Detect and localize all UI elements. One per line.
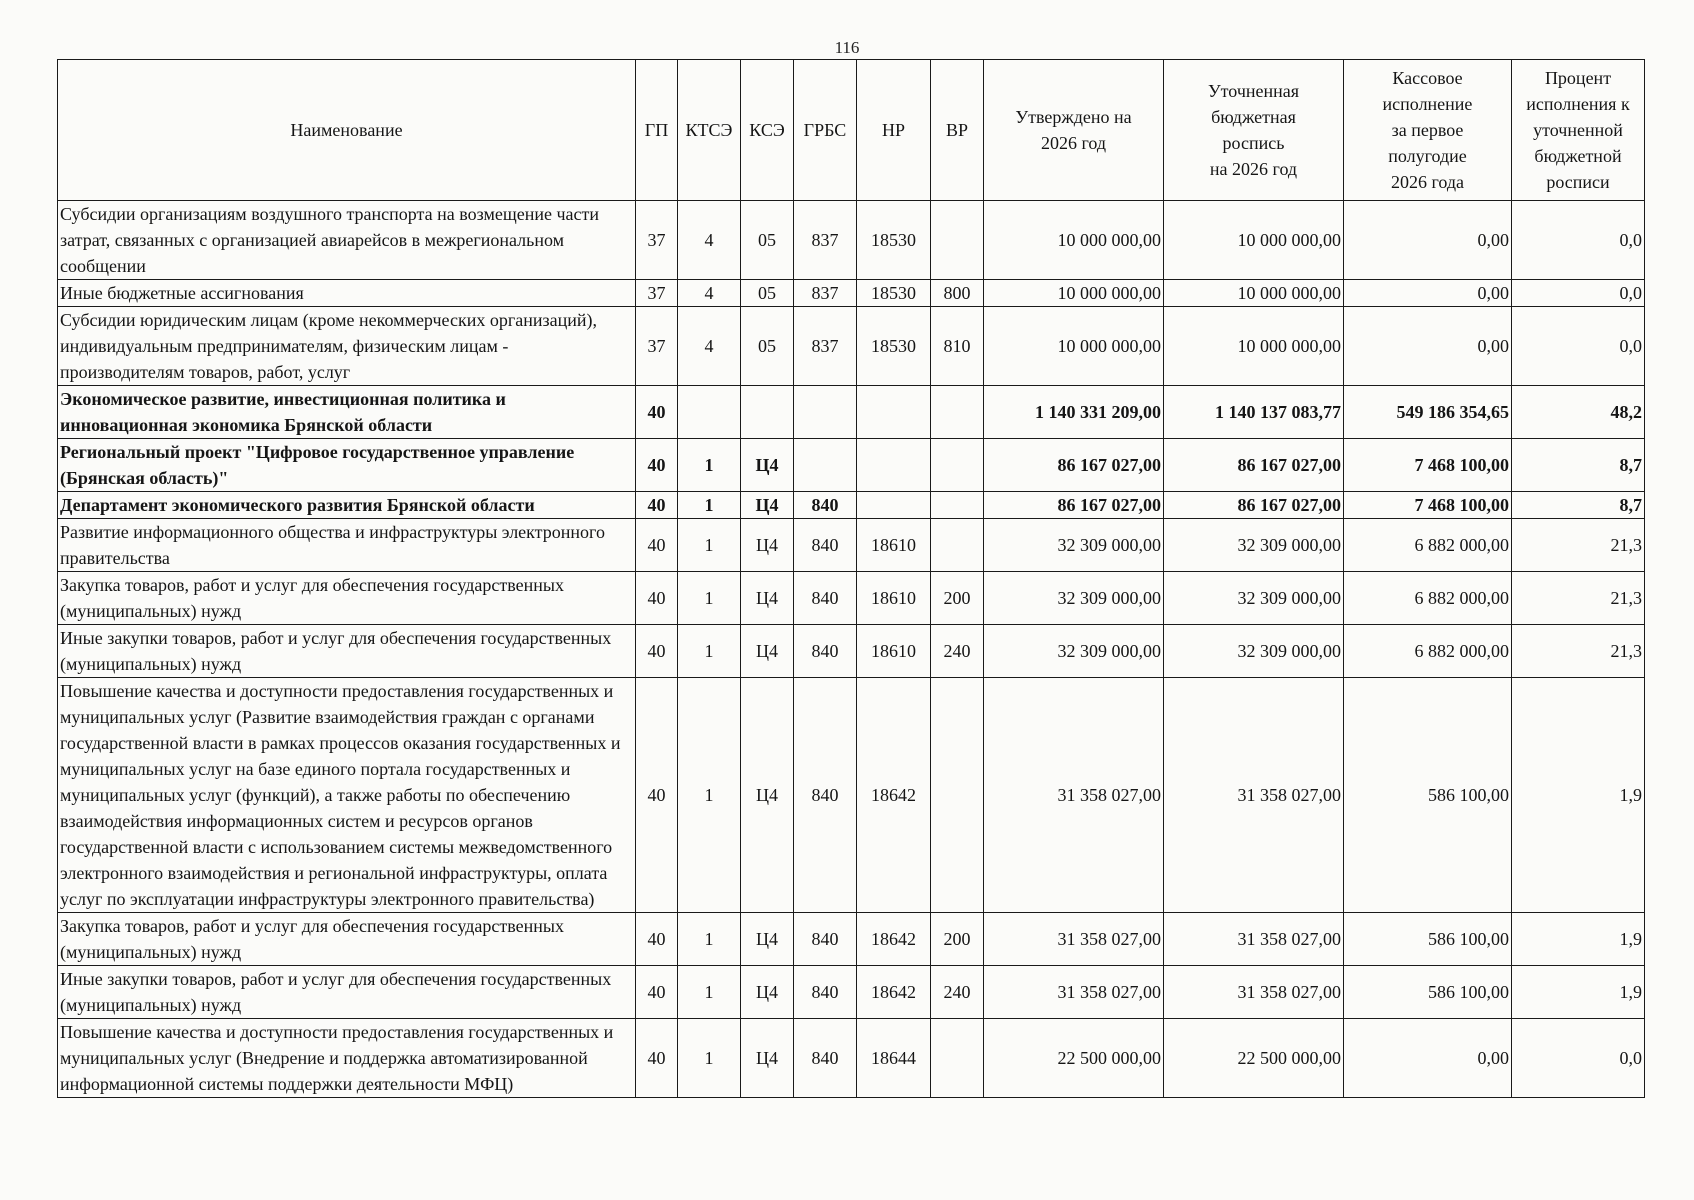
header-gp: ГП bbox=[636, 60, 678, 201]
header-percent-line: росписи bbox=[1546, 172, 1610, 192]
row-refined: 31 358 027,00 bbox=[1164, 678, 1344, 913]
row-percent: 0,0 bbox=[1512, 307, 1645, 386]
row-name: Экономическое развитие, инвестиционная политика и инновационная экономика Брянской области bbox=[58, 386, 636, 439]
header-cash-line: 2026 года bbox=[1390, 172, 1465, 192]
row-nr: 18610 bbox=[857, 572, 931, 625]
row-nr: 18530 bbox=[857, 280, 931, 307]
row-approved: 86 167 027,00 bbox=[984, 439, 1164, 492]
table-row bbox=[58, 913, 1645, 966]
row-kse: Ц4 bbox=[741, 439, 794, 492]
header-cash bbox=[1344, 60, 1512, 201]
row-cash: 549 186 354,65 bbox=[1344, 386, 1512, 439]
row-ktse: 4 bbox=[678, 307, 741, 386]
header-approved-line: 2026 год bbox=[1040, 133, 1107, 153]
row-refined: 31 358 027,00 bbox=[1164, 913, 1344, 966]
row-kse: Ц4 bbox=[741, 966, 794, 1019]
row-kse: 05 bbox=[741, 201, 794, 280]
row-approved: 10 000 000,00 bbox=[984, 307, 1164, 386]
row-name: Иные закупки товаров, работ и услуг для обеспечения государственных (муниципальных) нужд bbox=[58, 966, 636, 1019]
row-nr: 18530 bbox=[857, 307, 931, 386]
row-grbs: 837 bbox=[794, 201, 857, 280]
row-ktse: 1 bbox=[678, 439, 741, 492]
table-header-row bbox=[58, 60, 1645, 201]
row-kse: 05 bbox=[741, 280, 794, 307]
row-ktse bbox=[678, 386, 741, 439]
row-gp: 37 bbox=[636, 201, 678, 280]
header-refined-line: роспись bbox=[1222, 133, 1285, 153]
row-grbs bbox=[794, 386, 857, 439]
row-refined: 86 167 027,00 bbox=[1164, 439, 1344, 492]
row-ktse: 1 bbox=[678, 572, 741, 625]
row-percent: 1,9 bbox=[1512, 913, 1645, 966]
row-nr: 18642 bbox=[857, 913, 931, 966]
row-vr bbox=[931, 1019, 984, 1098]
row-name: Региональный проект "Цифровое государственное управление (Брянская область)" bbox=[58, 439, 636, 492]
table-row bbox=[58, 439, 1645, 492]
row-vr: 200 bbox=[931, 913, 984, 966]
row-nr: 18610 bbox=[857, 519, 931, 572]
row-cash: 586 100,00 bbox=[1344, 913, 1512, 966]
row-gp: 40 bbox=[636, 913, 678, 966]
row-kse: Ц4 bbox=[741, 913, 794, 966]
table-row bbox=[58, 1019, 1645, 1098]
row-percent: 0,0 bbox=[1512, 1019, 1645, 1098]
row-vr: 810 bbox=[931, 307, 984, 386]
header-cash-line: за первое bbox=[1391, 120, 1464, 140]
row-approved: 22 500 000,00 bbox=[984, 1019, 1164, 1098]
row-cash: 0,00 bbox=[1344, 280, 1512, 307]
row-vr: 240 bbox=[931, 625, 984, 678]
table-row bbox=[58, 280, 1645, 307]
row-kse: Ц4 bbox=[741, 678, 794, 913]
row-name: Закупка товаров, работ и услуг для обеспечения государственных (муниципальных) нужд bbox=[58, 572, 636, 625]
header-approved bbox=[984, 60, 1164, 201]
row-vr bbox=[931, 439, 984, 492]
row-gp: 40 bbox=[636, 1019, 678, 1098]
row-kse: 05 bbox=[741, 307, 794, 386]
header-refined-line: Уточненная bbox=[1207, 81, 1300, 101]
row-vr: 800 bbox=[931, 280, 984, 307]
row-vr bbox=[931, 678, 984, 913]
row-gp: 40 bbox=[636, 492, 678, 519]
row-grbs: 840 bbox=[794, 913, 857, 966]
row-approved: 32 309 000,00 bbox=[984, 625, 1164, 678]
table-row bbox=[58, 386, 1645, 439]
row-approved: 1 140 331 209,00 bbox=[984, 386, 1164, 439]
row-nr bbox=[857, 386, 931, 439]
header-refined-line: на 2026 год bbox=[1209, 159, 1298, 179]
row-cash: 7 468 100,00 bbox=[1344, 492, 1512, 519]
header-refined-line: бюджетная bbox=[1211, 107, 1296, 127]
header-grbs: ГРБС bbox=[794, 60, 857, 201]
row-cash: 0,00 bbox=[1344, 1019, 1512, 1098]
row-percent: 0,0 bbox=[1512, 201, 1645, 280]
row-vr bbox=[931, 492, 984, 519]
row-vr bbox=[931, 386, 984, 439]
header-percent-line: исполнения к bbox=[1526, 94, 1630, 114]
row-vr bbox=[931, 519, 984, 572]
row-approved: 31 358 027,00 bbox=[984, 913, 1164, 966]
row-grbs: 840 bbox=[794, 678, 857, 913]
row-name: Развитие информационного общества и инфраструктуры электронного правительства bbox=[58, 519, 636, 572]
header-vr: ВР bbox=[931, 60, 984, 201]
header-percent bbox=[1512, 60, 1645, 201]
row-approved: 32 309 000,00 bbox=[984, 572, 1164, 625]
row-kse: Ц4 bbox=[741, 572, 794, 625]
row-grbs: 840 bbox=[794, 966, 857, 1019]
row-nr: 18610 bbox=[857, 625, 931, 678]
row-ktse: 1 bbox=[678, 519, 741, 572]
header-name: Наименование bbox=[58, 60, 636, 201]
row-name: Иные бюджетные ассигнования bbox=[58, 280, 636, 307]
row-percent: 48,2 bbox=[1512, 386, 1645, 439]
row-vr: 240 bbox=[931, 966, 984, 1019]
row-gp: 37 bbox=[636, 307, 678, 386]
row-nr: 18642 bbox=[857, 966, 931, 1019]
header-percent-line: Процент bbox=[1544, 68, 1612, 88]
row-nr: 18644 bbox=[857, 1019, 931, 1098]
row-percent: 0,0 bbox=[1512, 280, 1645, 307]
header-nr: НР bbox=[857, 60, 931, 201]
table-row bbox=[58, 307, 1645, 386]
row-grbs bbox=[794, 439, 857, 492]
row-percent: 1,9 bbox=[1512, 678, 1645, 913]
row-percent: 21,3 bbox=[1512, 572, 1645, 625]
header-cash-line: Кассовое bbox=[1392, 68, 1463, 88]
table-body bbox=[58, 201, 1645, 1098]
row-gp: 37 bbox=[636, 280, 678, 307]
row-name: Субсидии организациям воздушного транспорта на возмещение части затрат, связанных с организацией авиарейсов в межрегиональном сообщении bbox=[58, 201, 636, 280]
row-gp: 40 bbox=[636, 519, 678, 572]
row-ktse: 1 bbox=[678, 1019, 741, 1098]
row-cash: 0,00 bbox=[1344, 307, 1512, 386]
row-grbs: 840 bbox=[794, 625, 857, 678]
table-row bbox=[58, 201, 1645, 280]
row-cash: 6 882 000,00 bbox=[1344, 625, 1512, 678]
table-row bbox=[58, 625, 1645, 678]
row-gp: 40 bbox=[636, 966, 678, 1019]
row-approved: 10 000 000,00 bbox=[984, 201, 1164, 280]
header-ktse: КТСЭ bbox=[678, 60, 741, 201]
row-name: Повышение качества и доступности предоставления государственных и муниципальных услуг (Внедрение и поддержка автоматизированной информационной системы поддержки деятельности МФЦ) bbox=[58, 1019, 636, 1098]
row-vr bbox=[931, 201, 984, 280]
row-refined: 32 309 000,00 bbox=[1164, 519, 1344, 572]
row-grbs: 840 bbox=[794, 519, 857, 572]
row-name: Закупка товаров, работ и услуг для обеспечения государственных (муниципальных) нужд bbox=[58, 913, 636, 966]
table-row bbox=[58, 572, 1645, 625]
row-nr bbox=[857, 492, 931, 519]
row-vr: 200 bbox=[931, 572, 984, 625]
row-ktse: 4 bbox=[678, 280, 741, 307]
row-gp: 40 bbox=[636, 386, 678, 439]
row-ktse: 1 bbox=[678, 678, 741, 913]
row-kse: Ц4 bbox=[741, 625, 794, 678]
row-kse: Ц4 bbox=[741, 492, 794, 519]
row-approved: 31 358 027,00 bbox=[984, 678, 1164, 913]
header-cash-line: полугодие bbox=[1388, 146, 1467, 166]
page-number: 116 bbox=[834, 38, 860, 57]
row-approved: 10 000 000,00 bbox=[984, 280, 1164, 307]
row-ktse: 1 bbox=[678, 913, 741, 966]
header-percent-line: уточненной bbox=[1533, 120, 1623, 140]
row-grbs: 837 bbox=[794, 280, 857, 307]
row-refined: 10 000 000,00 bbox=[1164, 280, 1344, 307]
row-percent: 1,9 bbox=[1512, 966, 1645, 1019]
row-cash: 586 100,00 bbox=[1344, 966, 1512, 1019]
row-refined: 32 309 000,00 bbox=[1164, 572, 1344, 625]
row-grbs: 837 bbox=[794, 307, 857, 386]
row-ktse: 1 bbox=[678, 492, 741, 519]
row-cash: 7 468 100,00 bbox=[1344, 439, 1512, 492]
row-name: Департамент экономического развития Брянской области bbox=[58, 492, 636, 519]
row-ktse: 1 bbox=[678, 966, 741, 1019]
row-nr: 18642 bbox=[857, 678, 931, 913]
budget-table bbox=[57, 59, 1645, 1098]
row-approved: 31 358 027,00 bbox=[984, 966, 1164, 1019]
row-ktse: 4 bbox=[678, 201, 741, 280]
row-percent: 21,3 bbox=[1512, 519, 1645, 572]
header-percent-line: бюджетной bbox=[1534, 146, 1622, 166]
row-grbs: 840 bbox=[794, 1019, 857, 1098]
table-row bbox=[58, 492, 1645, 519]
row-grbs: 840 bbox=[794, 492, 857, 519]
row-percent: 21,3 bbox=[1512, 625, 1645, 678]
row-kse: Ц4 bbox=[741, 1019, 794, 1098]
row-percent: 8,7 bbox=[1512, 492, 1645, 519]
row-nr bbox=[857, 439, 931, 492]
row-name: Иные закупки товаров, работ и услуг для обеспечения государственных (муниципальных) нужд bbox=[58, 625, 636, 678]
row-nr: 18530 bbox=[857, 201, 931, 280]
row-approved: 86 167 027,00 bbox=[984, 492, 1164, 519]
table-row bbox=[58, 966, 1645, 1019]
row-gp: 40 bbox=[636, 678, 678, 913]
row-name: Повышение качества и доступности предоставления государственных и муниципальных услуг (Развитие взаимодействия граждан с органами государственной власти в рамках процессов оказания государственных и муниципальных услуг на базе единого портала государственных и муниципальных услуг (функций), а также работы по обеспечению взаимодействия информационных систем и ресурсов органов государственной власти с использованием системы межведомственного электронного взаимодействия и региональной инфраструктуры, оплата услуг по эксплуатации инфраструктуры электронного правительства) bbox=[58, 678, 636, 913]
row-percent: 8,7 bbox=[1512, 439, 1645, 492]
row-refined: 10 000 000,00 bbox=[1164, 307, 1344, 386]
row-cash: 586 100,00 bbox=[1344, 678, 1512, 913]
row-refined: 32 309 000,00 bbox=[1164, 625, 1344, 678]
row-gp: 40 bbox=[636, 439, 678, 492]
row-kse: Ц4 bbox=[741, 519, 794, 572]
row-refined: 86 167 027,00 bbox=[1164, 492, 1344, 519]
row-cash: 6 882 000,00 bbox=[1344, 519, 1512, 572]
row-refined: 22 500 000,00 bbox=[1164, 1019, 1344, 1098]
row-refined: 1 140 137 083,77 bbox=[1164, 386, 1344, 439]
table-row bbox=[58, 678, 1645, 913]
row-kse bbox=[741, 386, 794, 439]
header-cash-line: исполнение bbox=[1382, 94, 1473, 114]
row-refined: 31 358 027,00 bbox=[1164, 966, 1344, 1019]
row-approved: 32 309 000,00 bbox=[984, 519, 1164, 572]
row-name: Субсидии юридическим лицам (кроме некоммерческих организаций), индивидуальным предпринимателям, физическим лицам - производителям товаров, работ, услуг bbox=[58, 307, 636, 386]
row-grbs: 840 bbox=[794, 572, 857, 625]
row-gp: 40 bbox=[636, 572, 678, 625]
row-cash: 0,00 bbox=[1344, 201, 1512, 280]
row-refined: 10 000 000,00 bbox=[1164, 201, 1344, 280]
row-gp: 40 bbox=[636, 625, 678, 678]
row-cash: 6 882 000,00 bbox=[1344, 572, 1512, 625]
header-approved-line: Утверждено на bbox=[1015, 107, 1132, 127]
header-refined bbox=[1164, 60, 1344, 201]
header-kse: КСЭ bbox=[741, 60, 794, 201]
row-ktse: 1 bbox=[678, 625, 741, 678]
table-row bbox=[58, 519, 1645, 572]
